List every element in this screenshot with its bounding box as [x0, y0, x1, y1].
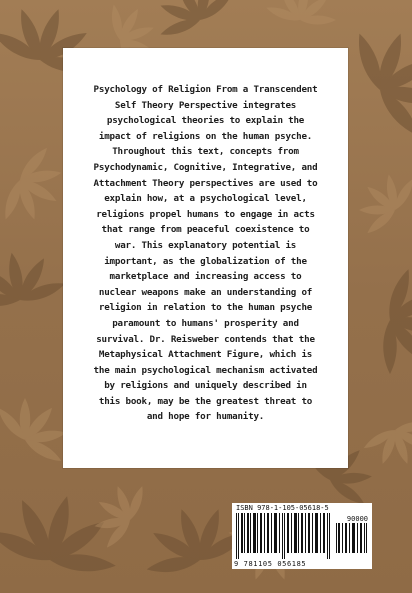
- barcode-bars: [236, 513, 332, 559]
- price-barcode-bars: [336, 523, 368, 553]
- barcode-digits: 9 781105 056185: [234, 560, 307, 568]
- barcode: [232, 503, 372, 569]
- price-code: 90000: [346, 515, 368, 523]
- blurb-panel: [63, 48, 348, 468]
- back-cover-blurb: Psychology of Religion From a Transcendent Self Theory Perspective integrates psychological theories to explain the impact of religions on the human psyche. Throughout this text, concepts from Psychodynamic, Cognitive, Integrative, and Attachment Theory perspectives are used to explain how, at a psychological level, religions propel humans to engage in acts that range from peaceful coexistence to war. This explanatory potential is important, as the globalization of the marketplace and increasing access to nuclear weapons make an understanding of religion in relation to the human psyche paramount to humans' prosperity and survival. Dr. Reisweber contends that the Metaphysical Attachment Figure, which is the main psychological mechanism activated by religions and uniquely described in this book, may be the greatest threat to and hope for humanity.: [93, 84, 318, 423]
- isbn-text: ISBN 978-1-105-05618-5: [236, 504, 329, 512]
